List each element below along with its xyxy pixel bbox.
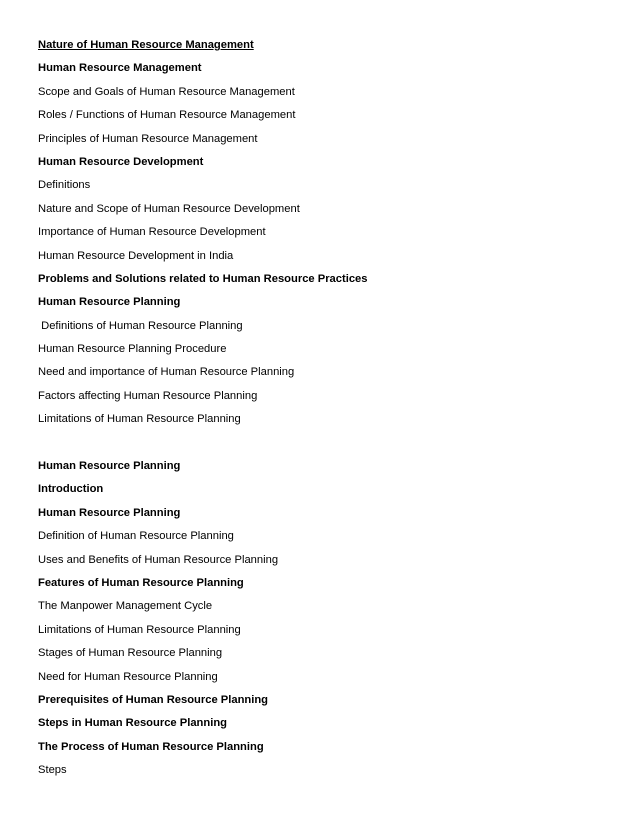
- list-item: Need and importance of Human Resource Planning: [38, 366, 295, 379]
- list-item: Definitions: [38, 179, 91, 192]
- blank-spacer: [38, 434, 618, 457]
- document-page: [38, 36, 618, 785]
- document-title: Nature of Human Resource Management: [38, 39, 254, 51]
- list-item: Limitations of Human Resource Planning: [38, 623, 241, 636]
- list-item: Roles / Functions of Human Resource Management: [38, 109, 296, 122]
- list-item: Factors affecting Human Resource Planning: [38, 389, 258, 402]
- list-item: The Manpower Management Cycle: [38, 600, 213, 613]
- list-item: Uses and Benefits of Human Resource Planning: [38, 553, 279, 566]
- list-item: Nature and Scope of Human Resource Development: [38, 202, 300, 215]
- list-item: Principles of Human Resource Management: [38, 132, 258, 145]
- section-heading: Human Resource Planning: [38, 506, 181, 519]
- section-heading: Problems and Solutions related to Human Resource Practices: [38, 272, 368, 285]
- section-heading: Introduction: [38, 483, 104, 496]
- section-heading: Features of Human Resource Planning: [38, 576, 244, 589]
- section-heading: The Process of Human Resource Planning: [38, 740, 264, 753]
- section-heading: Human Resource Planning: [38, 460, 181, 473]
- list-item: Importance of Human Resource Development: [38, 226, 266, 239]
- list-item: Limitations of Human Resource Planning: [38, 413, 241, 426]
- list-item: Definition of Human Resource Planning: [38, 530, 234, 543]
- section-heading: Human Resource Development: [38, 155, 204, 168]
- section-heading: Human Resource Planning: [38, 296, 181, 309]
- section-heading: Prerequisites of Human Resource Planning: [38, 693, 269, 706]
- list-item: Steps: [38, 764, 67, 777]
- list-item: Scope and Goals of Human Resource Management: [38, 85, 295, 98]
- list-item: Stages of Human Resource Planning: [38, 647, 223, 660]
- list-item: Human Resource Development in India: [38, 249, 234, 262]
- list-item: Definitions of Human Resource Planning: [38, 319, 243, 332]
- section-heading: Steps in Human Resource Planning: [38, 717, 227, 730]
- section-heading: Human Resource Management: [38, 62, 202, 75]
- list-item: Human Resource Planning Procedure: [38, 343, 227, 356]
- list-item: Need for Human Resource Planning: [38, 670, 218, 683]
